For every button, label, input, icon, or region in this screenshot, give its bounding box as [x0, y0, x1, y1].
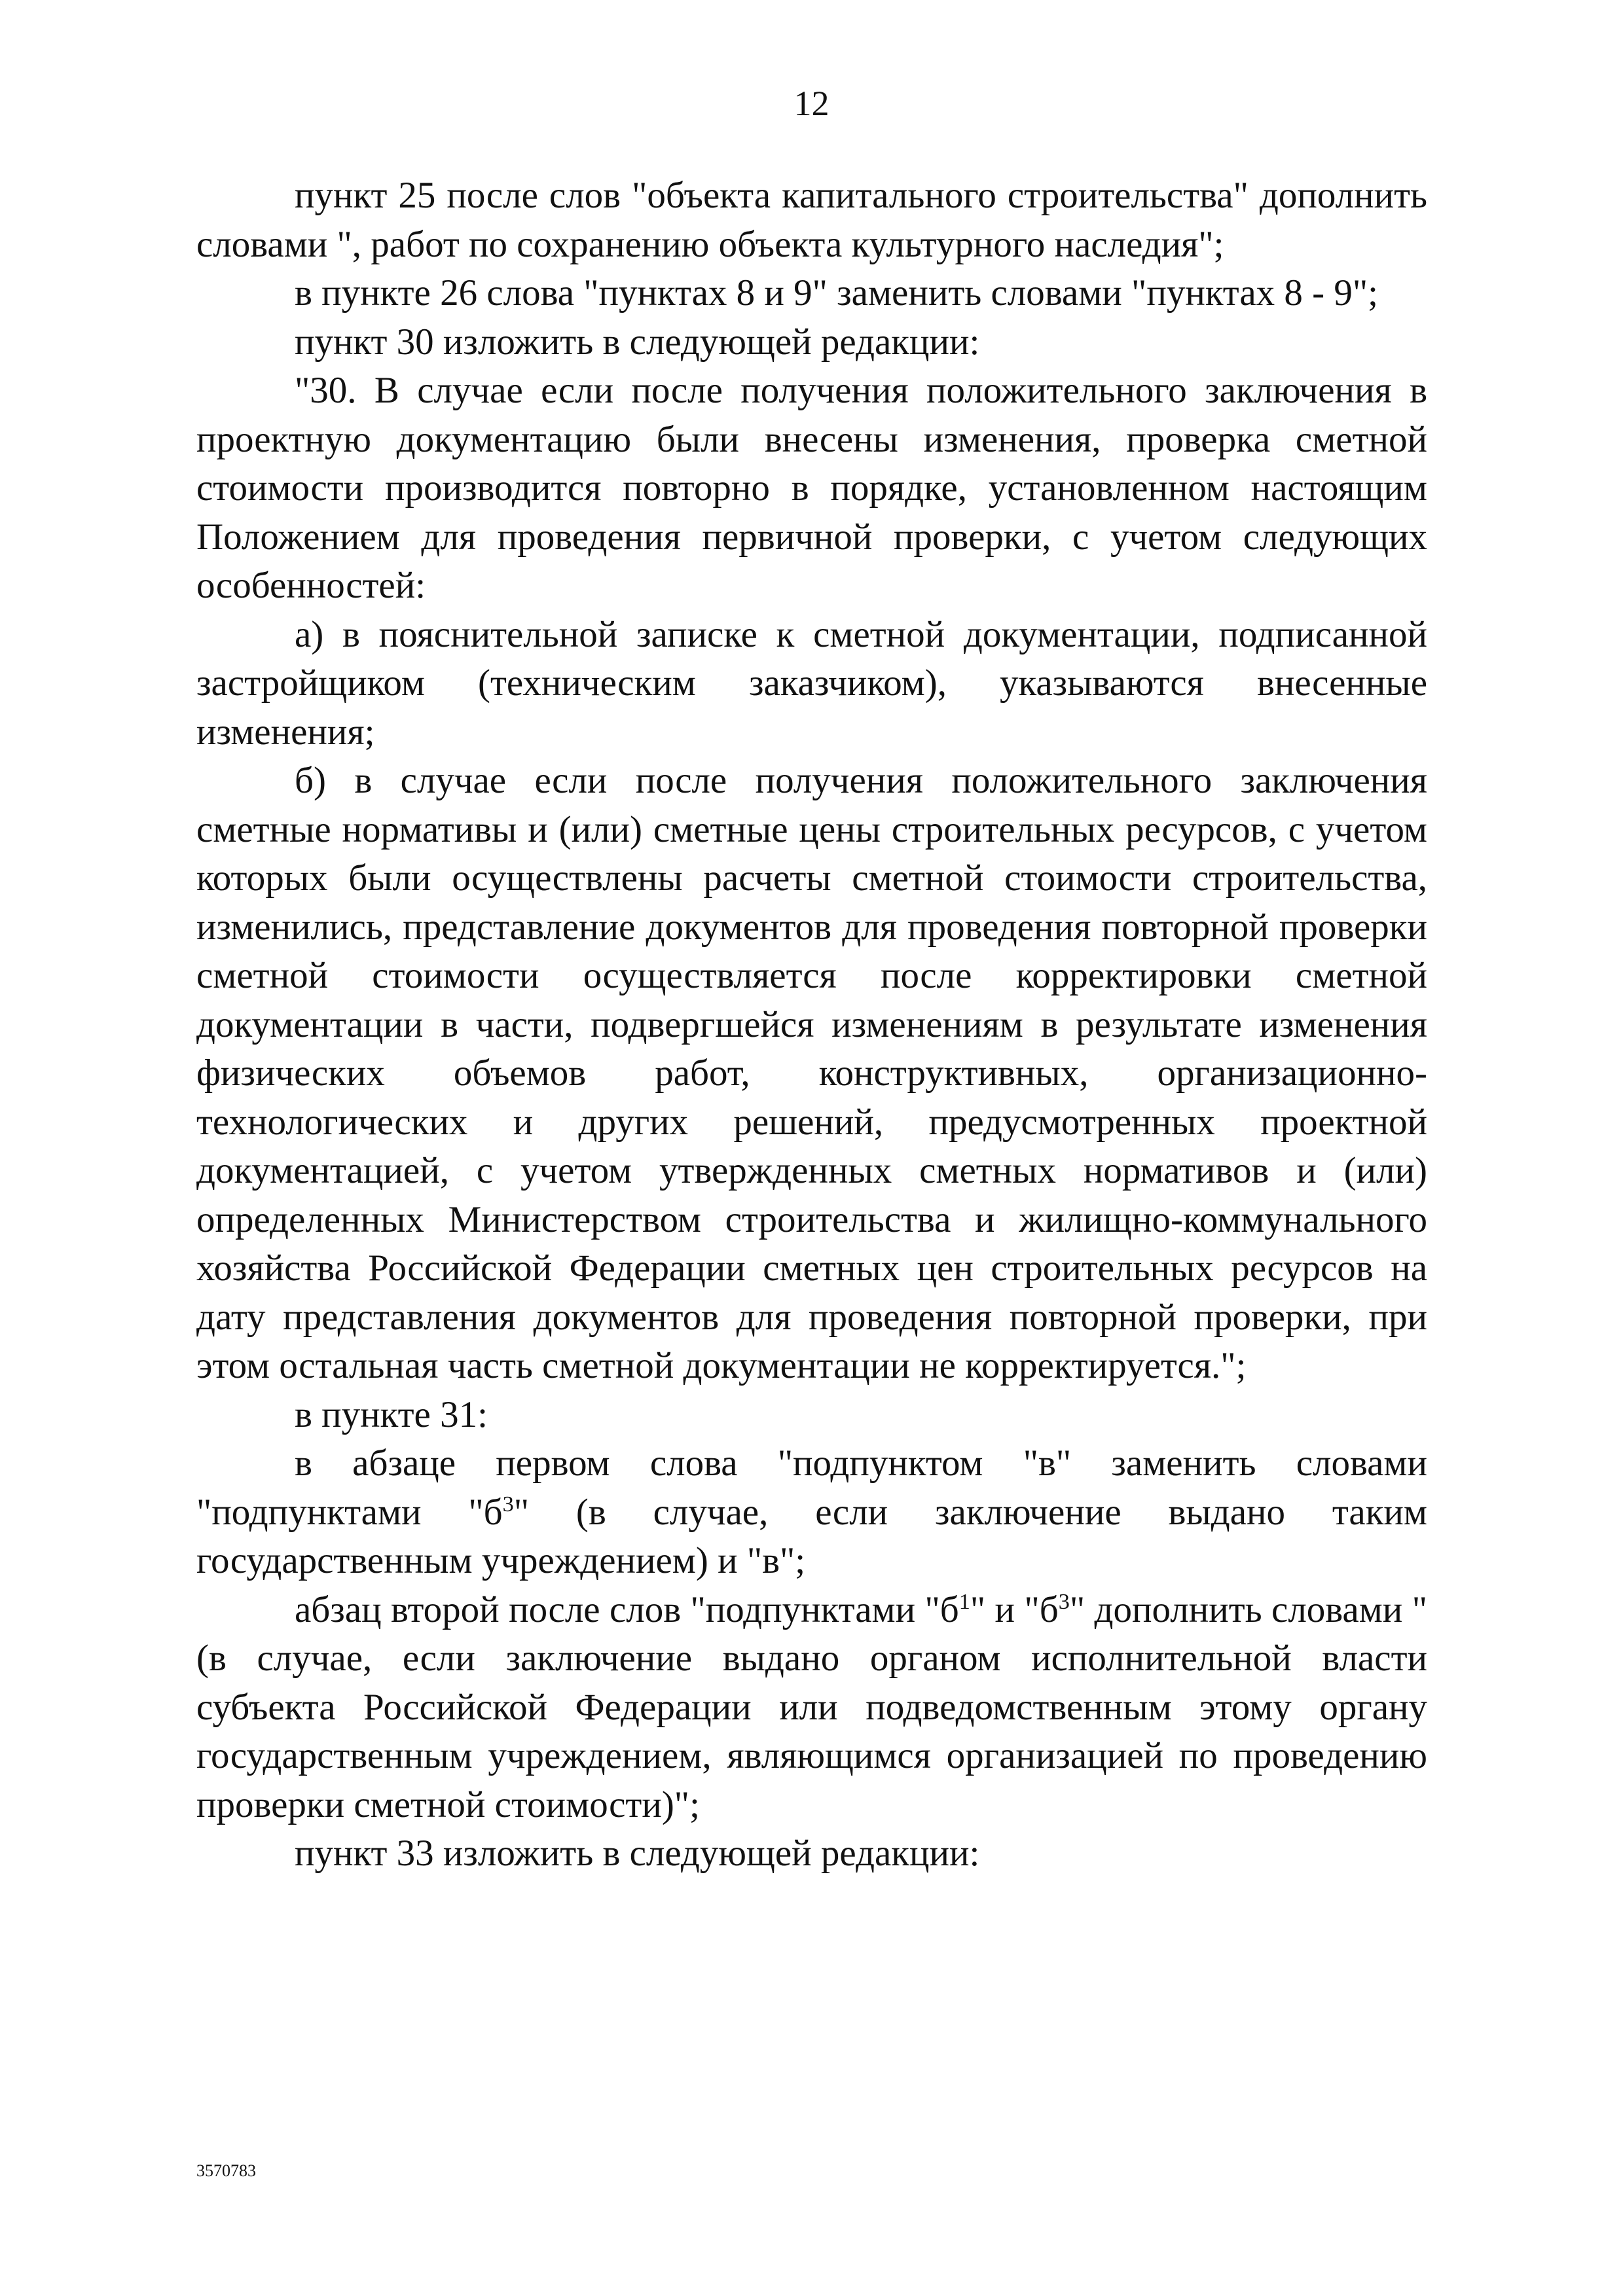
text-fragment: в абзаце первом слова "подпунктом "в" заменить словами "подпунктами "б: [196, 1443, 1427, 1533]
text-fragment: " дополнить словами "(в случае, если заключение выдано органом исполнительной власти субъекта Российской Федерации или подведомственным этому органу государственным учреждением, являющимся организацией по проведению проверки сметной стоимости)";: [196, 1588, 1427, 1825]
paragraph-item-25: пункт 25 после слов "объекта капитального строительства" дополнить словами ", работ по сохранению объекта культурного наследия";: [196, 175, 1427, 265]
text-fragment: " и "б: [970, 1588, 1059, 1630]
paragraph-item-31-second-abzac: [196, 1586, 1427, 1830]
document-body: [196, 171, 1427, 1878]
paragraph-item-30-text: "30. В случае если после получения положительного заключения в проектную документацию были внесены изменения, проверка сметной стоимости производится повторно в порядке, установленном настоящим Положением для проведения первичной проверки, с учетом следующих особенностей:: [196, 370, 1427, 606]
superscript: 1: [958, 1589, 970, 1614]
paragraph-item-33-intro: пункт 33 изложить в следующей редакции:: [295, 1833, 980, 1874]
superscript: 3: [502, 1492, 514, 1516]
paragraph-item-31-first-abzac: [196, 1439, 1427, 1586]
page-number: 12: [793, 84, 830, 123]
text-fragment: " (в случае, если заключение выдано таким государственным учреждением) и "в";: [196, 1491, 1428, 1581]
paragraph-item-31-intro: в пункте 31:: [295, 1393, 488, 1435]
text-fragment: абзац второй после слов "подпунктами "б: [295, 1588, 959, 1630]
paragraph-subitem-b: б) в случае если после получения положительного заключения сметные нормативы и (или) сметные цены строительных ресурсов, с учетом которых были осуществлены расчеты сметной стоимости строительства, изменились, представление документов для проведения повторной проверки сметной стоимости осуществляется после корректировки сметной документации в части, подвергшейся изменениям в результате изменения физических объемов работ, конструктивных, организационно-технологических и других решений, предусмотренных проектной документацией, с учетом утвержденных сметных нормативов и (или) определенных Министерством строительства и жилищно-коммунального хозяйства Российской Федерации сметных цен строительных ресурсов на дату представления документов для проведения повторной проверки, при этом остальная часть сметной документации не корректируется.";: [196, 760, 1427, 1386]
paragraph-subitem-a: а) в пояснительной записке к сметной документации, подписанной застройщиком (техническим заказчиком), указываются внесенные изменения;: [196, 613, 1427, 753]
paragraph-item-30-intro: пункт 30 изложить в следующей редакции:: [295, 321, 980, 363]
document-id: 3570783: [196, 2161, 256, 2180]
paragraph-item-26: в пункте 26 слова "пунктах 8 и 9" заменить словами "пунктах 8 - 9";: [295, 272, 1379, 314]
superscript: 3: [1058, 1589, 1070, 1614]
